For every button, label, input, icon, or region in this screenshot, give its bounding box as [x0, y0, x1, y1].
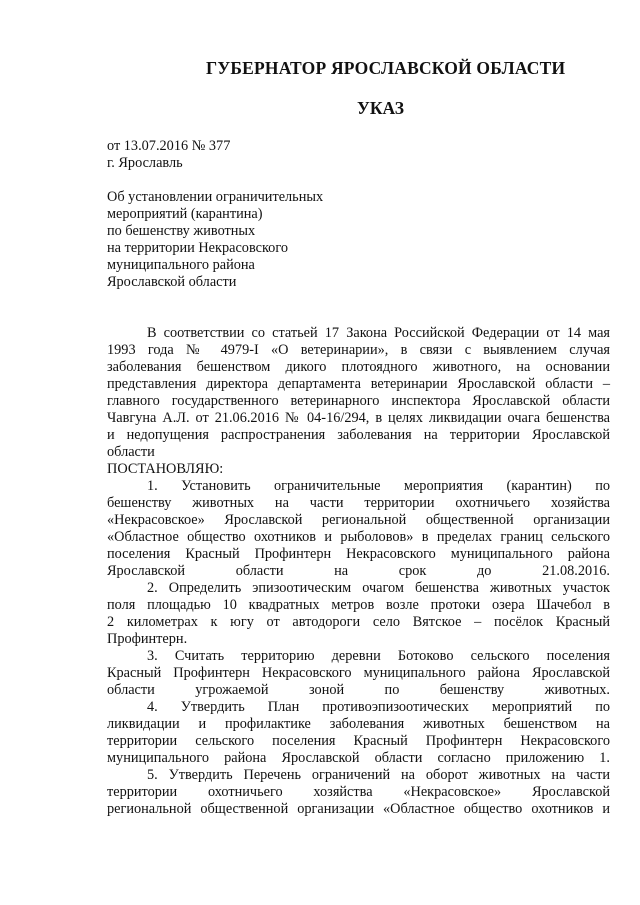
text-line: заболевания бешенством дикого плотоядного животного, на основании — [107, 359, 610, 375]
text-line: 1. Установить ограничительные мероприятия (карантин) по — [147, 478, 610, 494]
document-meta — [107, 138, 230, 172]
subject-line: муниципального района — [107, 257, 255, 273]
text-line: 1993 года № 4979-I «О ветеринарии», в связи с выявлением случая — [107, 342, 610, 358]
text-line: поселения Красный Профинтерн Некрасовского муниципального района — [107, 546, 610, 562]
text-line: территории сельского поселения Красный Профинтерн Некрасовского — [107, 733, 610, 749]
text-line: В соответствии со статьей 17 Закона Российской Федерации от 14 мая — [147, 325, 610, 341]
city: г. Ярославль — [107, 155, 183, 171]
subject-line: по бешенству животных — [107, 223, 256, 239]
text-line: 5. Утвердить Перечень ограничений на оборот животных на части — [147, 767, 610, 783]
text-line: Красный Профинтерн Некрасовского муниципального района Ярославской — [107, 665, 610, 681]
date-number: от 13.07.2016 № 377 — [107, 138, 231, 154]
text-line: «Областное общество охотников и рыболовов» в пределах границ сельского — [107, 529, 610, 545]
text-line: представления директора департамента ветеринарии Ярославской области – — [107, 376, 610, 392]
text-line: главного государственного ветеринарного инспектора Ярославской области — [107, 393, 610, 409]
item-5 — [107, 767, 610, 818]
document-type: УКАЗ — [357, 98, 404, 118]
text-line: «Некрасовское» Ярославской региональной общественной организации — [107, 512, 610, 528]
text-line: 4. Утвердить План противоэпизоотических мероприятий по — [147, 699, 610, 715]
text-line: Чавгуна А.Л. от 21.06.2016 № 04-16/294, в целях ликвидации очага бешенства — [107, 410, 610, 426]
text-line: области угрожаемой зоной по бешенству животных. — [107, 682, 610, 698]
decree-word: ПОСТАНОВЛЯЮ: — [107, 461, 224, 477]
document-body — [107, 325, 610, 818]
text-line: региональной общественной организации «Областное общество охотников и — [107, 801, 610, 817]
text-line: Профинтерн. — [107, 631, 188, 647]
text-line: бешенству животных на части территории охотничьего хозяйства — [107, 495, 610, 511]
text-line: ликвидации и профилактике заболевания животных бешенством на — [107, 716, 610, 732]
subject-line: мероприятий (карантина) — [107, 206, 263, 222]
text-line: Ярославской области на срок до 21.08.2016. — [107, 563, 610, 579]
preamble — [107, 325, 610, 461]
text-line: 3. Считать территорию деревни Ботоково сельского поселения — [147, 648, 610, 664]
text-line: поля площадью 10 квадратных метров возле протоки озера Шачебол в — [107, 597, 610, 613]
subject-line: Об установлении ограничительных — [107, 189, 324, 205]
item-4 — [107, 699, 610, 767]
item-2 — [107, 580, 610, 648]
document-title: ГУБЕРНАТОР ЯРОСЛАВСКОЙ ОБЛАСТИ — [206, 58, 566, 78]
text-line: и недопущения распространения заболевания на территории Ярославской — [107, 427, 610, 443]
item-1 — [107, 478, 610, 580]
text-line: муниципального района Ярославской области согласно приложению 1. — [107, 750, 610, 766]
text-line: области — [107, 444, 155, 460]
document-subject — [107, 189, 323, 291]
subject-line: Ярославской области — [107, 274, 237, 290]
subject-line: на территории Некрасовского — [107, 240, 288, 256]
item-3 — [107, 648, 610, 699]
text-line: 2 километрах к югу от автодороги село Вятское – посёлок Красный — [107, 614, 610, 630]
text-line: 2. Определить эпизоотическим очагом бешенства животных участок — [147, 580, 610, 596]
text-line: территории охотничьего хозяйства «Некрасовское» Ярославской — [107, 784, 610, 800]
